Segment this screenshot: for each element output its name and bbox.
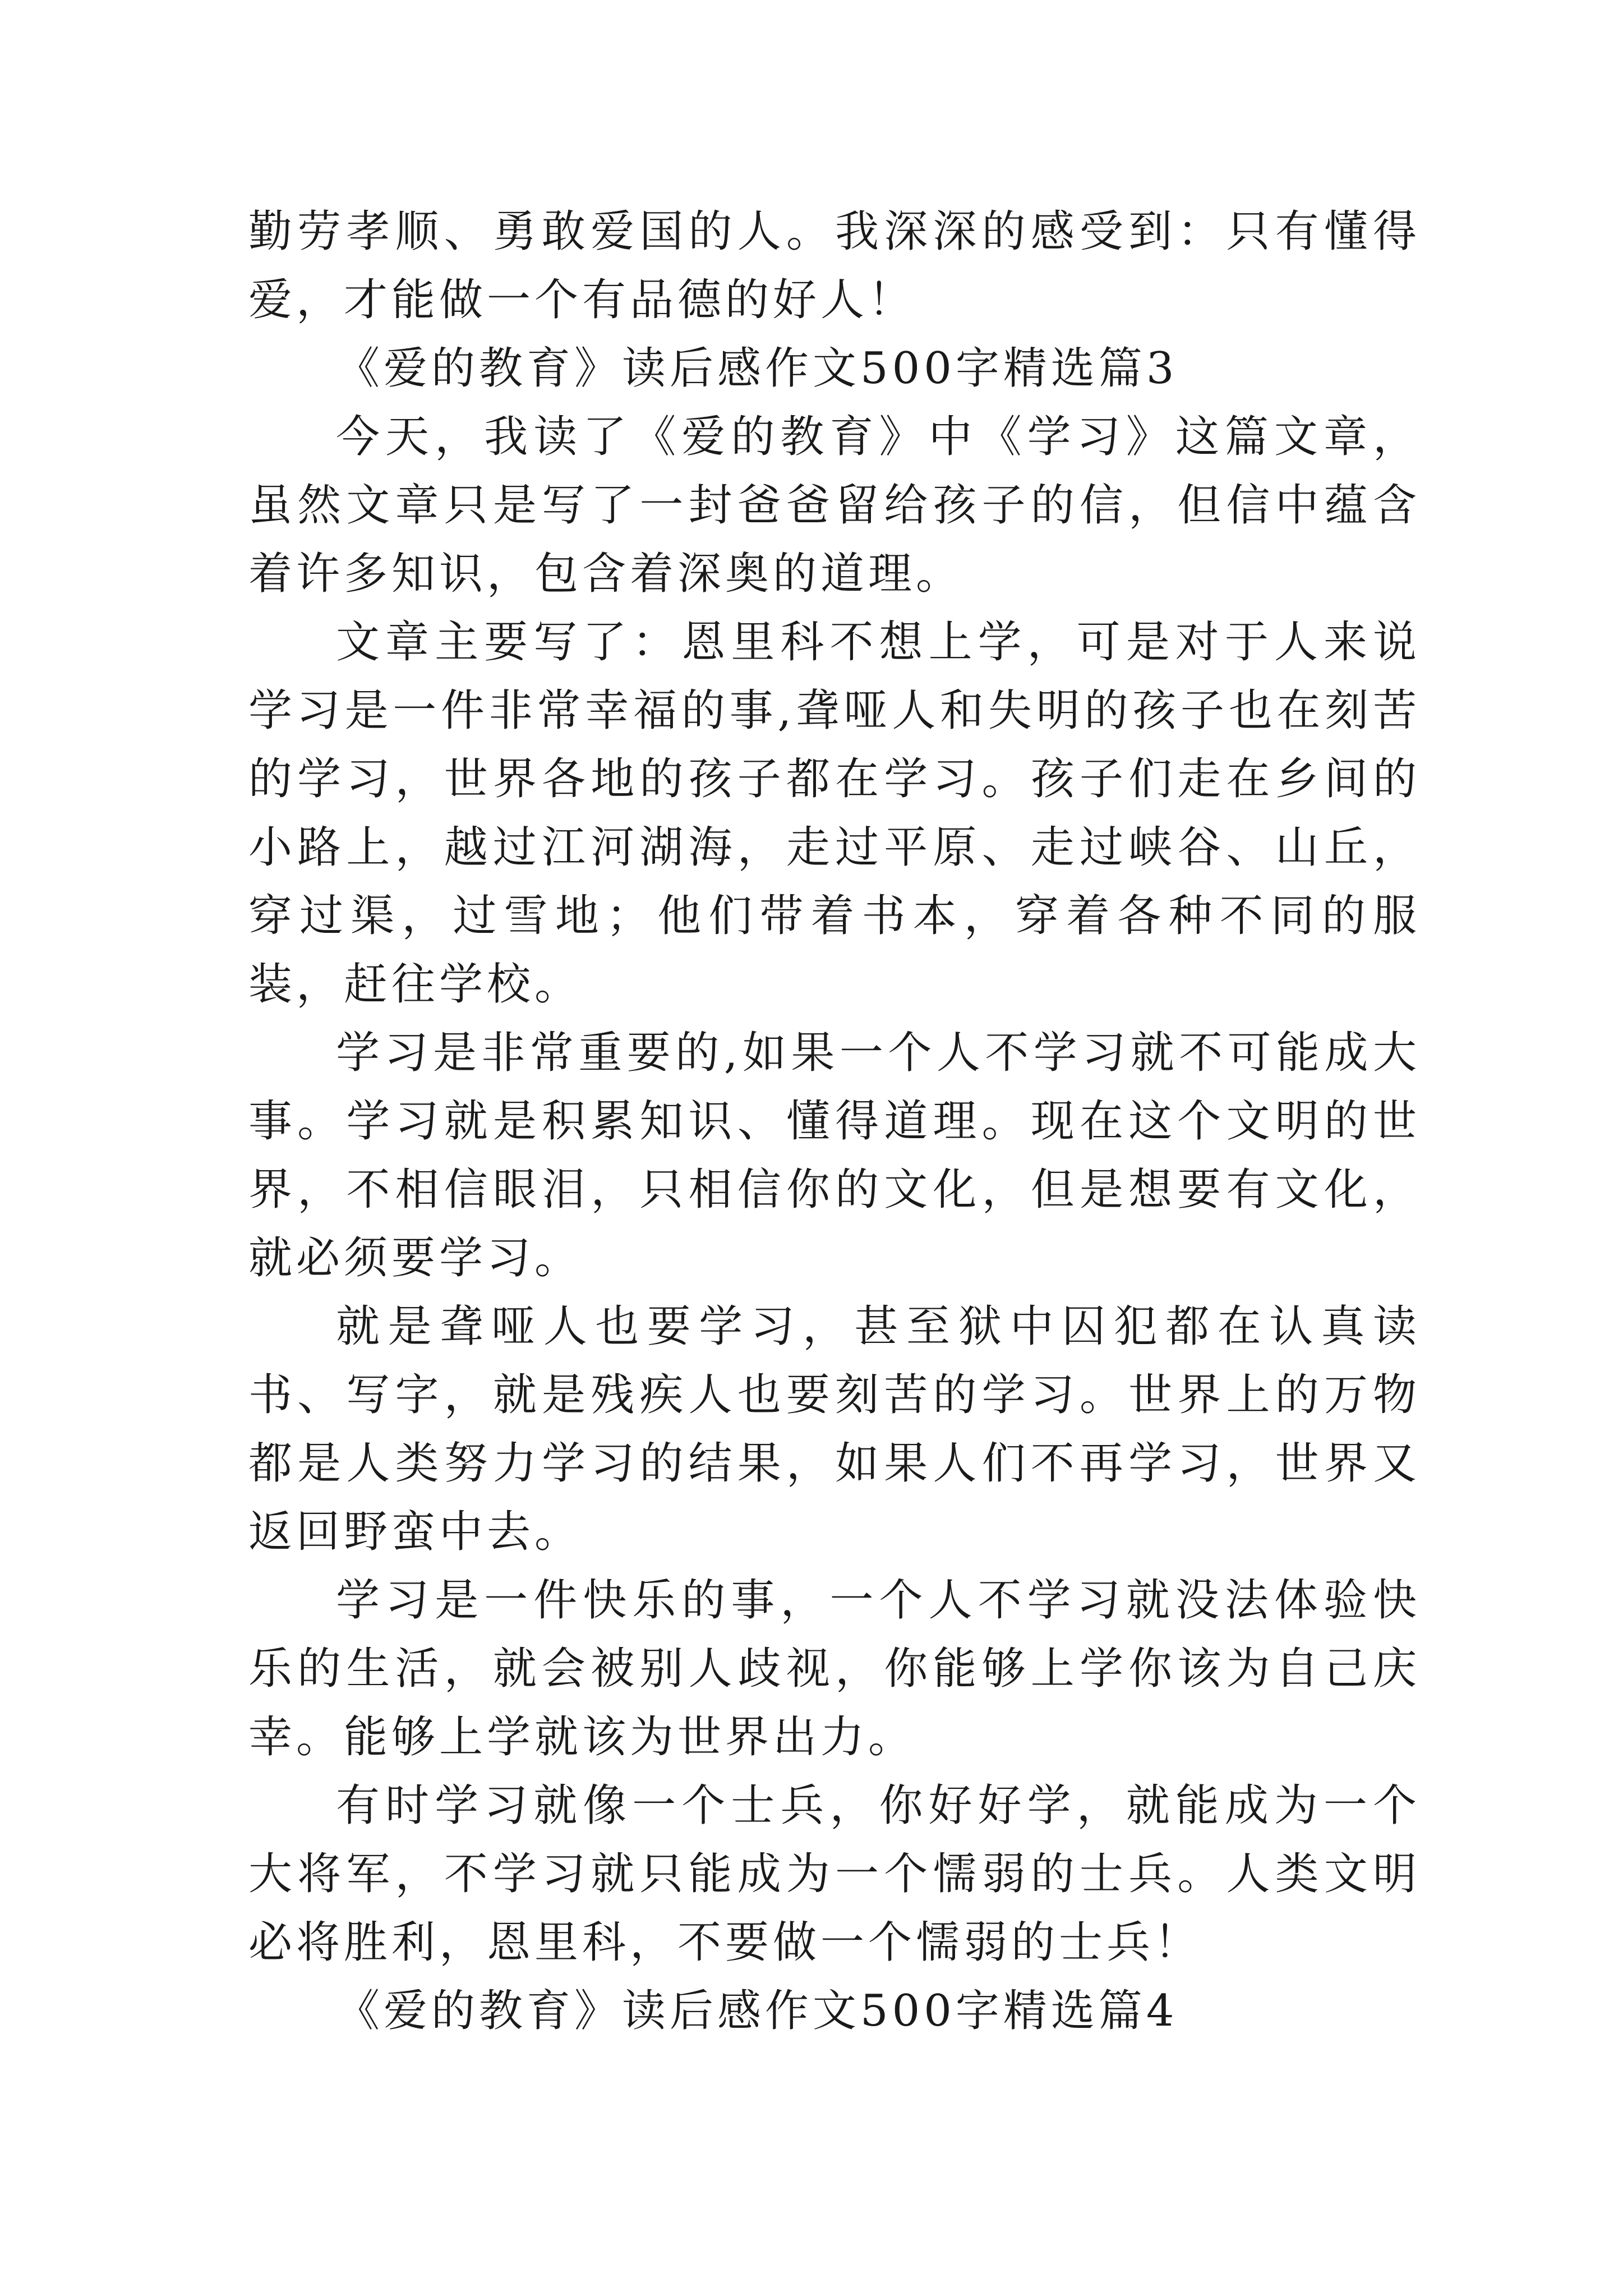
section-heading-3: 《爱的教育》读后感作文500字精选篇3 <box>336 343 1178 394</box>
paragraph-continuation: 勤劳孝顺、勇敢爱国的人。我深深的感受到：只有懂得爱，才能做一个有品德的好人！ <box>248 206 1421 325</box>
paragraph-importance: 学习是非常重要的,如果一个人不学习就不可能成大事。学习就是积累知识、懂得道理。现在这个文明的世界，不相信眼泪，只相信你的文化，但是想要有文化，就必须要学习。 <box>248 1028 1421 1283</box>
paragraph-joy-of-learning: 学习是一件快乐的事，一个人不学习就没法体验快乐的生活，就会被别人歧视，你能够上学你该为自己庆幸。能够上学就该为世界出力。 <box>248 1575 1421 1763</box>
paragraph-summary: 文章主要写了：恩里科不想上学，可是对于人来说学习是一件非常幸福的事,聋哑人和失明的孩子也在刻苦的学习，世界各地的孩子都在学习。孩子们走在乡间的小路上，越过江河湖海，走过平原、走过峡谷、山丘，穿过渠，过雪地；他们带着书本，穿着各种不同的服装，赶往学校。 <box>248 617 1421 1010</box>
paragraph-everyone-learns: 就是聋哑人也要学习，甚至狱中囚犯都在认真读书、写字，就是残疾人也要刻苦的学习。世界上的万物都是人类努力学习的结果，如果人们不再学习，世界又返回野蛮中去。 <box>248 1301 1421 1557</box>
paragraph-intro: 今天，我读了《爱的教育》中《学习》这篇文章，虽然文章只是写了一封爸爸留给孩子的信，但信中蕴含着许多知识，包含着深奥的道理。 <box>248 412 1421 599</box>
section-heading-4: 《爱的教育》读后感作文500字精选篇4 <box>336 1986 1178 2036</box>
document-body <box>248 197 1421 2045</box>
paragraph-soldier: 有时学习就像一个士兵，你好好学，就能成为一个大将军，不学习就只能成为一个懦弱的士兵。人类文明必将胜利，恩里科，不要做一个懦弱的士兵！ <box>248 1780 1421 1968</box>
